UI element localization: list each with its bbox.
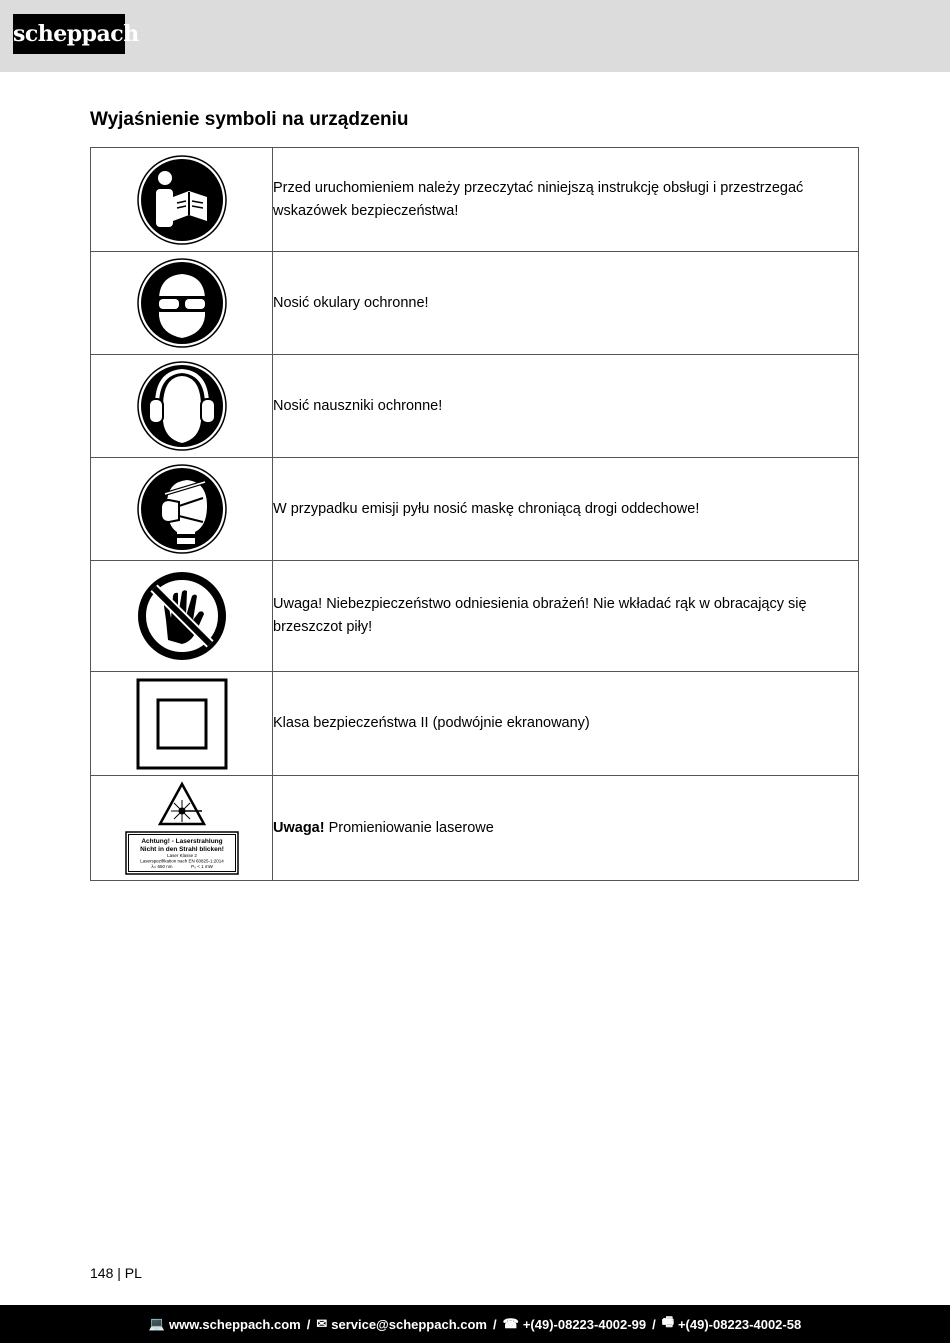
fax-icon: 🖷 — [661, 1314, 674, 1329]
respirator-mask-icon — [137, 464, 227, 554]
table-row — [91, 672, 859, 776]
page-language: PL — [124, 1265, 142, 1281]
read-manual-icon — [137, 155, 227, 245]
table-row — [91, 561, 859, 672]
page-number-value: 148 — [90, 1265, 114, 1281]
page-title: Wyjaśnienie symboli na urządzeniu — [90, 109, 409, 130]
page-number — [90, 1265, 142, 1281]
symbol-description: Klasa bezpieczeństwa II (podwójnie ekranowany) — [273, 672, 859, 776]
table-row — [91, 252, 859, 355]
page-header — [0, 0, 950, 72]
footer-phone: +(49)-08223-4002-99 — [522, 1316, 647, 1332]
scheppach-logo: scheppach — [13, 14, 125, 54]
safety-goggles-icon — [137, 258, 227, 348]
symbols-table — [90, 147, 859, 881]
symbol-description: Uwaga! Niebezpieczeństwo odniesienia obrażeń! Nie wkładać rąk w obracający się brzeszczot piły! — [273, 561, 859, 672]
footer-email[interactable]: service@scheppach.com — [331, 1316, 487, 1332]
laser-label-line4: Laserspezifikation nach EN 60825-1:2014 — [139, 858, 224, 864]
table-row — [91, 776, 859, 881]
laser-label-line1: Achtung! - Laserstrahlung — [140, 838, 223, 845]
laser-label-line5a: λ= 650 nm — [150, 864, 173, 869]
symbol-description — [273, 776, 859, 881]
table-row — [91, 458, 859, 561]
laser-label-line3: Laser Klasse 2 — [166, 853, 197, 858]
table-row — [91, 148, 859, 252]
page-divider: | — [117, 1265, 121, 1281]
laser-warning-icon — [124, 780, 240, 876]
warning-label: Uwaga! — [273, 819, 325, 836]
page-footer: 💻 www.scheppach.com / ✉ service@scheppach.com / ☎ +(49)-08223-4002-99 / 🖷 +(49)-08223-4002-58 — [0, 1305, 950, 1343]
computer-icon: 💻 — [148, 1316, 165, 1331]
warning-text: Promieniowanie laserowe — [324, 819, 494, 836]
symbol-description: Nosić okulary ochronne! — [273, 252, 859, 355]
footer-fax: +(49)-08223-4002-58 — [677, 1316, 802, 1332]
symbol-description: Przed uruchomieniem należy przeczytać niniejszą instrukcję obsługi i przestrzegać wskazówek bezpieczeństwa! — [273, 148, 859, 252]
footer-website[interactable]: www.scheppach.com — [168, 1316, 301, 1332]
symbol-description: W przypadku emisji pyłu nosić maskę chroniącą drogi oddechowe! — [273, 458, 859, 561]
symbol-description: Nosić nauszniki ochronne! — [273, 355, 859, 458]
envelope-icon: ✉ — [316, 1316, 328, 1331]
ear-protection-icon — [137, 361, 227, 451]
laser-label-line5b: P₀ < 1 mW — [190, 864, 213, 869]
table-row — [91, 355, 859, 458]
phone-icon: ☎ — [502, 1316, 519, 1331]
no-hands-icon — [136, 570, 228, 662]
class-ii-insulation-icon — [136, 678, 228, 770]
laser-label-line2: Nicht in den Strahl blicken! — [139, 846, 224, 853]
